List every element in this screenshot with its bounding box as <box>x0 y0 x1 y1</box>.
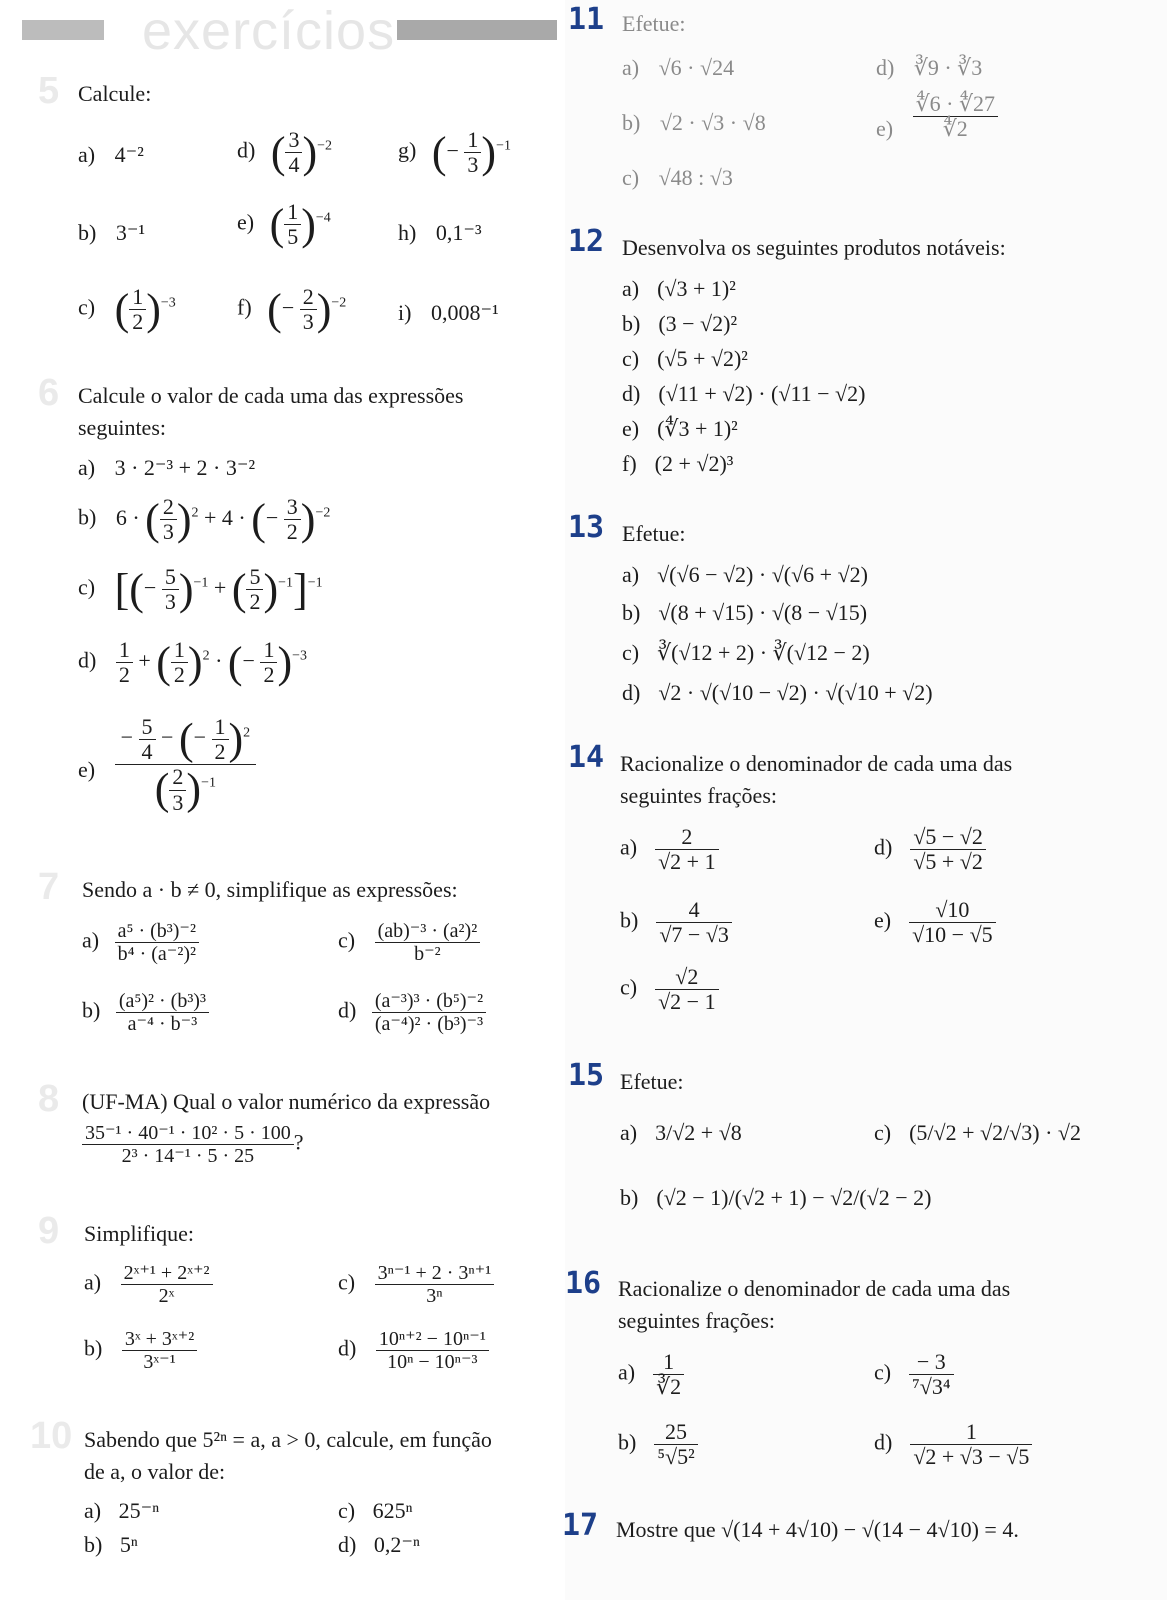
q9a-frac <box>121 1262 213 1307</box>
q14a-label: a) <box>620 834 638 860</box>
q14b-frac <box>656 898 732 947</box>
q5g-expr: (− $\frac{1}{3}$ )$^{-1}$ <box>431 127 511 178</box>
q13d-expr: √2 · √(√10 − √2) · √(√10 + √2) <box>658 680 933 705</box>
q6d-expr: $\frac{1}{2}$ + ( $\frac{1}{2}$ )$^2$ · (− $\frac{1}{2}$ )$^{-3}$ <box>116 648 307 673</box>
q13a-label: a) <box>622 562 640 587</box>
q9a-label: a) <box>84 1269 102 1295</box>
q10-prompt-line2: de a, o valor de: <box>84 1459 226 1484</box>
q12c-label: c) <box>622 346 640 371</box>
q6a <box>78 455 255 481</box>
q11c-label: c) <box>622 165 640 190</box>
q9c-label: c) <box>338 1269 356 1295</box>
q11e-den: ∜2 <box>942 116 968 142</box>
q12b <box>622 311 737 337</box>
q13c-expr: ∛(√12 + 2) · ∛(√12 − 2) <box>657 640 870 665</box>
q7a-den: b⁴ · (a⁻²)² <box>117 943 196 965</box>
q7c-num: (ab)⁻³ · (a²)² <box>375 920 481 943</box>
q10c-label: c) <box>338 1498 356 1523</box>
q14b-num: 4 <box>656 898 732 923</box>
q14c-num: √2 <box>655 965 718 990</box>
q8-number: 8 <box>38 1078 60 1120</box>
q16d-num: 1 <box>910 1420 1032 1445</box>
q7c-frac <box>375 920 481 965</box>
q13b-label: b) <box>622 600 641 625</box>
q14b-den: √7 − √3 <box>659 922 729 948</box>
q5h <box>398 220 482 246</box>
q13a-expr: √(√6 − √2) · √(√6 + √2) <box>657 562 868 587</box>
q8-expression <box>82 1122 304 1167</box>
q13a <box>622 562 868 588</box>
q14e-num: √10 <box>909 898 996 923</box>
q10-number: 10 <box>30 1415 73 1457</box>
q16c-num: − 3 <box>909 1350 953 1375</box>
q10a-label: a) <box>84 1498 102 1523</box>
q14d <box>874 825 986 874</box>
q14b <box>620 898 732 947</box>
q14e-frac <box>909 898 996 947</box>
q5-number: 5 <box>38 70 60 112</box>
q11e <box>876 92 998 141</box>
q13-number: 13 <box>568 510 605 545</box>
q7c <box>338 920 480 965</box>
q10-prompt-line1: Sabendo que 5²ⁿ = a, a > 0, calcule, em função <box>84 1427 492 1452</box>
section-banner <box>22 1 557 61</box>
q16d <box>874 1420 1032 1469</box>
q11a <box>622 55 734 81</box>
q7c-den: b⁻² <box>414 943 441 965</box>
q7b <box>82 990 209 1035</box>
q8-den: 2³ · 14⁻¹ · 5 · 25 <box>121 1145 255 1167</box>
q9b-den: 3ˣ⁻¹ <box>143 1351 176 1373</box>
q12a <box>622 276 736 302</box>
q5g-label: g) <box>398 137 417 163</box>
q7-number: 7 <box>38 866 60 908</box>
q13b <box>622 600 867 626</box>
q14e <box>874 898 996 947</box>
q11b <box>622 110 766 136</box>
q17-number: 17 <box>562 1508 599 1543</box>
q9b-label: b) <box>84 1335 103 1361</box>
banner-bar-left <box>22 20 104 40</box>
q16b-frac <box>654 1420 697 1469</box>
q10c-expr: 625ⁿ <box>372 1498 413 1523</box>
q15c <box>874 1120 1081 1146</box>
q12f-expr: (2 + √2)³ <box>654 451 734 476</box>
q8-frac <box>82 1122 294 1167</box>
q6b-label: b) <box>78 504 97 530</box>
q8-prompt: (UF-MA) Qual o valor numérico da expressão <box>82 1089 491 1114</box>
q16b-label: b) <box>618 1429 637 1455</box>
q6c-expr: [(− $\frac{5}{3}$ )$^{-1}$ + ( $\frac{5}{2}$ )$^{-1}$]$^{-1}$ <box>114 564 323 615</box>
q14b-label: b) <box>620 907 639 933</box>
q5a <box>78 142 144 168</box>
q15-number: 15 <box>568 1058 605 1093</box>
q17-prompt: Mostre que √(14 + 4√10) − √(14 − 4√10) = 4. <box>616 1517 1019 1542</box>
banner-title: exercícios <box>142 1 396 61</box>
q6e-label: e) <box>78 757 96 782</box>
q16a <box>618 1350 684 1399</box>
q9c-num: 3ⁿ⁻¹ + 2 · 3ⁿ⁺¹ <box>375 1262 495 1285</box>
q12e-label: e) <box>622 416 640 441</box>
q6a-label: a) <box>78 455 96 480</box>
q16b-num: 25 <box>654 1420 697 1445</box>
q13d <box>622 680 933 706</box>
q14e-label: e) <box>874 907 892 933</box>
q6-prompt-line1: Calcule o valor de cada uma das expressões <box>78 383 464 408</box>
q6a-expr: 3 · 2⁻³ + 2 · 3⁻² <box>114 455 256 480</box>
q16c-label: c) <box>874 1359 892 1385</box>
q12f <box>622 451 733 477</box>
q12-prompt: Desenvolva os seguintes produtos notáveis: <box>622 235 1006 260</box>
q5i-expr: 0,008⁻¹ <box>430 300 499 325</box>
q12a-label: a) <box>622 276 640 301</box>
q5e-expr: ( $\frac{1}{5}$ )$^{-4}$ <box>269 199 331 250</box>
q5f-expr: (− $\frac{2}{3}$ )$^{-2}$ <box>267 284 347 335</box>
q9a-den: 2ˣ <box>158 1285 175 1307</box>
q11c <box>622 165 733 191</box>
q12c <box>622 346 748 372</box>
q5e-label: e) <box>237 209 255 235</box>
q10d <box>338 1532 420 1558</box>
q14-prompt-line2: seguintes frações: <box>620 783 777 808</box>
q11b-label: b) <box>622 110 641 135</box>
q11-prompt: Efetue: <box>622 11 686 36</box>
q14c-frac <box>655 965 718 1014</box>
banner-bar-right <box>397 20 557 40</box>
q11a-expr: √6 · √24 <box>658 55 735 80</box>
q6e-expr: − $\frac{5}{4}$ − (− $\frac{1}{2}$ )$^2$ ( $\frac{2}{3}$ )$^{-1}$ <box>115 715 257 815</box>
q9d-den: 10ⁿ − 10ⁿ⁻³ <box>387 1351 478 1373</box>
q14d-label: d) <box>874 834 893 860</box>
q9-number: 9 <box>38 1210 60 1252</box>
q16-prompt-line2: seguintes frações: <box>618 1308 775 1333</box>
q12b-label: b) <box>622 311 641 336</box>
q5c-label: c) <box>78 294 96 320</box>
q16a-den: ∛2 <box>656 1374 682 1400</box>
q8-num: 35⁻¹ · 40⁻¹ · 10² · 5 · 100 <box>82 1122 294 1145</box>
q15b-expr: (√2 − 1)/(√2 + 1) − √2/(√2 − 2) <box>656 1185 932 1210</box>
q15c-expr: (5/√2 + √2/√3) · √2 <box>909 1120 1082 1145</box>
q13b-expr: √(8 + √15) · √(8 − √15) <box>658 600 868 625</box>
q16-number: 16 <box>565 1266 602 1301</box>
q11d <box>876 55 982 81</box>
q12d <box>622 381 865 407</box>
q16a-label: a) <box>618 1359 636 1385</box>
q10b-label: b) <box>84 1532 103 1557</box>
q9d-num: 10ⁿ⁺² − 10ⁿ⁻¹ <box>376 1328 489 1351</box>
q16c-frac <box>909 1350 953 1399</box>
q5f <box>237 285 346 334</box>
q11e-frac <box>913 92 998 141</box>
q5f-label: f) <box>237 294 252 320</box>
q8-tail: ? <box>293 1129 304 1155</box>
q14a-num: 2 <box>655 825 718 850</box>
q6c <box>78 565 323 614</box>
q14d-num: √5 − √2 <box>910 825 986 850</box>
q9b-frac <box>122 1328 197 1373</box>
q12a-expr: (√3 + 1)² <box>657 276 736 301</box>
q15-prompt: Efetue: <box>620 1069 684 1094</box>
q14d-frac <box>910 825 986 874</box>
q6b-expr: 6 · ( $\frac{2}{3}$ )$^2$ + 4 · (− $\frac{3}{2}$ )$^{-2}$ <box>115 494 331 545</box>
q5d-label: d) <box>237 137 256 163</box>
q16a-frac <box>653 1350 684 1399</box>
q6d <box>78 638 307 687</box>
q5a-label: a) <box>78 142 96 167</box>
q5d-expr: ( $\frac{3}{4}$ )$^{-2}$ <box>270 127 333 178</box>
q5b-expr: 3⁻¹ <box>115 220 146 245</box>
q13c <box>622 640 870 666</box>
q10d-label: d) <box>338 1532 357 1557</box>
q16a-num: 1 <box>653 1350 684 1375</box>
q11d-expr: ∛9 · ∛3 <box>913 55 983 80</box>
q15a-label: a) <box>620 1120 638 1145</box>
q5a-expr: 4⁻² <box>114 142 144 167</box>
q5c-expr: ( $\frac{1}{2}$ )$^{-3}$ <box>114 284 176 335</box>
q7d-num: (a⁻³)³ · (b⁵)⁻² <box>372 990 486 1013</box>
q7b-frac <box>116 990 209 1035</box>
q5g <box>398 128 511 177</box>
q15b-label: b) <box>620 1185 639 1210</box>
q11e-num: ∜6 · ∜27 <box>913 92 998 117</box>
q7b-label: b) <box>82 997 101 1023</box>
q10c <box>338 1498 413 1524</box>
q13c-label: c) <box>622 640 640 665</box>
q10a-expr: 25⁻ⁿ <box>118 1498 160 1523</box>
q9-prompt: Simplifique: <box>84 1221 194 1246</box>
q5b <box>78 220 145 246</box>
q5h-expr: 0,1⁻³ <box>435 220 482 245</box>
q9d <box>338 1328 489 1373</box>
q6-prompt-line2: seguintes: <box>78 415 166 440</box>
q7d-den: (a⁻⁴)² · (b³)⁻³ <box>374 1013 484 1035</box>
q5b-label: b) <box>78 220 97 245</box>
q5i-label: i) <box>398 300 412 325</box>
q9b <box>84 1328 197 1373</box>
q9b-num: 3ˣ + 3ˣ⁺² <box>122 1328 197 1351</box>
q11a-label: a) <box>622 55 640 80</box>
q6c-label: c) <box>78 574 96 600</box>
q12d-label: d) <box>622 381 641 406</box>
q16b <box>618 1420 698 1469</box>
q6d-label: d) <box>78 647 97 673</box>
q11e-label: e) <box>876 115 894 141</box>
q5e <box>237 200 331 249</box>
q10b-expr: 5ⁿ <box>119 1532 138 1557</box>
q7d-frac <box>372 990 486 1035</box>
q9d-frac <box>376 1328 489 1373</box>
q12b-expr: (3 − √2)² <box>658 311 738 336</box>
q14-prompt-line1: Racionalize o denominador de cada uma das <box>620 751 1013 776</box>
q11d-label: d) <box>876 55 895 80</box>
q16d-label: d) <box>874 1429 893 1455</box>
q14a <box>620 825 719 874</box>
q12e <box>622 416 738 442</box>
q6e <box>78 715 256 815</box>
q16d-frac <box>910 1420 1032 1469</box>
q6b <box>78 495 330 544</box>
q15c-label: c) <box>874 1120 892 1145</box>
q10d-expr: 0,2⁻ⁿ <box>373 1532 420 1557</box>
q5h-label: h) <box>398 220 417 245</box>
q11c-expr: √48 : √3 <box>658 165 733 190</box>
q16c <box>874 1350 954 1399</box>
q7d-label: d) <box>338 997 357 1023</box>
q7a-label: a) <box>82 927 100 953</box>
q7d <box>338 990 486 1035</box>
q9d-label: d) <box>338 1335 357 1361</box>
q5c <box>78 285 176 334</box>
q7-prompt: Sendo a · b ≠ 0, simplifique as expressões: <box>82 877 458 902</box>
q9c-frac <box>375 1262 495 1307</box>
q7c-label: c) <box>338 927 356 953</box>
q9a <box>84 1262 213 1307</box>
q13d-label: d) <box>622 680 641 705</box>
q14e-den: √10 − √5 <box>912 922 993 948</box>
q14-number: 14 <box>568 740 605 775</box>
q16-prompt-line1: Racionalize o denominador de cada uma das <box>618 1276 1011 1301</box>
q12d-expr: (√11 + √2) · (√11 − √2) <box>658 381 866 406</box>
q16c-den: ⁷√3⁴ <box>912 1374 951 1400</box>
q9a-num: 2ˣ⁺¹ + 2ˣ⁺² <box>121 1262 213 1285</box>
q9c <box>338 1262 494 1307</box>
q16b-den: ⁵√5² <box>657 1444 695 1470</box>
q5i <box>398 300 499 326</box>
q13-prompt: Efetue: <box>622 521 686 546</box>
q7a-num: a⁵ · (b³)⁻² <box>115 920 199 943</box>
q12e-expr: (∜3 + 1)² <box>657 416 738 441</box>
q14a-frac <box>655 825 718 874</box>
q11-number: 11 <box>568 2 605 37</box>
q10a <box>84 1498 159 1524</box>
q5d <box>237 128 332 177</box>
q16d-den: √2 + √3 − √5 <box>913 1444 1030 1470</box>
q15a <box>620 1120 742 1146</box>
q7a <box>82 920 199 965</box>
q14a-den: √2 + 1 <box>658 849 716 875</box>
q12-number: 12 <box>568 224 605 259</box>
q15a-expr: 3/√2 + √8 <box>655 1120 742 1145</box>
q5-prompt: Calcule: <box>78 81 152 106</box>
q15b <box>620 1185 931 1211</box>
q6-number: 6 <box>38 372 60 414</box>
q14c-label: c) <box>620 974 638 1000</box>
q7b-den: a⁻⁴ · b⁻³ <box>127 1013 198 1035</box>
q11b-expr: √2 · √3 · √8 <box>659 110 766 135</box>
q7b-num: (a⁵)² · (b³)³ <box>116 990 209 1013</box>
q7a-frac <box>115 920 199 965</box>
q10b <box>84 1532 138 1558</box>
q9c-den: 3ⁿ <box>426 1285 443 1307</box>
q12f-label: f) <box>622 451 637 476</box>
q14c-den: √2 − 1 <box>658 989 716 1015</box>
q12c-expr: (√5 + √2)² <box>657 346 748 371</box>
q14d-den: √5 + √2 <box>913 849 983 875</box>
q14c <box>620 965 719 1014</box>
